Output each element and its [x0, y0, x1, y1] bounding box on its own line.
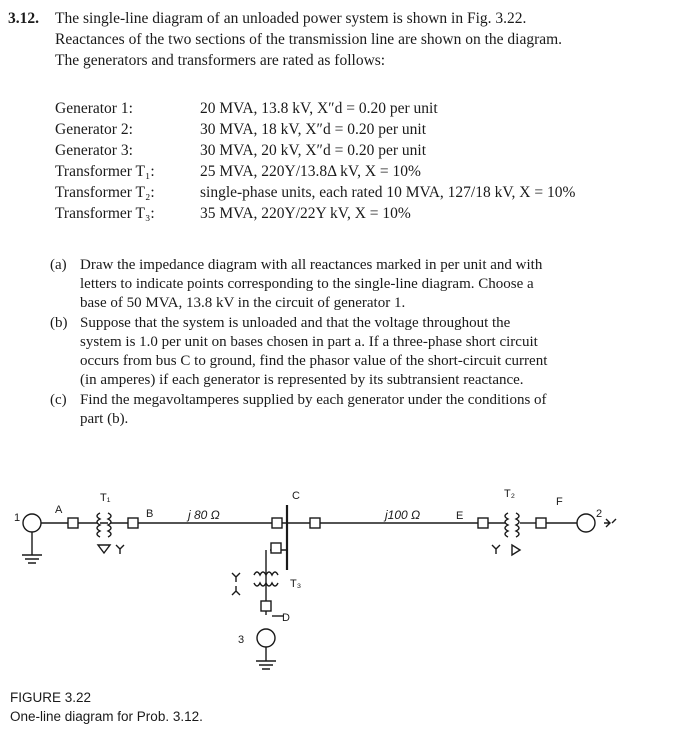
rating-name: Generator 1:: [55, 100, 133, 117]
generator-1: [22, 514, 42, 563]
rating-name: Transformer T₁:: [55, 163, 155, 180]
line2-reactance: j100 Ω: [385, 508, 421, 522]
part-line: system is 1.0 per unit on bases chosen in part a. If a three-phase short circuit: [80, 334, 538, 350]
breaker: [128, 518, 138, 528]
rating-value: 30 MVA, 20 kV, X″d = 0.20 per unit: [200, 142, 427, 159]
t2-label: T₂: [504, 488, 515, 500]
node-e-label: E: [456, 510, 464, 522]
figure-caption: One-line diagram for Prob. 3.12.: [10, 709, 203, 724]
part-label: (a): [50, 257, 67, 273]
intro-line-2: Reactances of the two sections of the transmission line are shown on the diagram.: [55, 31, 563, 48]
part-label: (c): [50, 392, 67, 408]
problem-number: 3.12.: [8, 10, 39, 27]
rating-name: Transformer T₃:: [55, 205, 155, 222]
rating-value: 35 MVA, 220Y/22Y kV, X = 10%: [200, 205, 411, 222]
gen2-label: 2: [596, 508, 603, 520]
rating-name: Transformer T₂:: [55, 184, 155, 201]
part-line: Suppose that the system is unloaded and that the voltage throughout the: [80, 315, 511, 331]
part-line: Draw the impedance diagram with all reactances marked in per unit and with: [80, 257, 543, 273]
breaker: [68, 518, 78, 528]
node-a-label: A: [55, 504, 63, 516]
part-line: base of 50 MVA, 13.8 kV in the circuit of generator 1.: [80, 295, 406, 311]
breaker: [272, 518, 282, 528]
t1-label: T₁: [100, 492, 111, 504]
rating-value: 20 MVA, 13.8 kV, X″d = 0.20 per unit: [200, 100, 438, 117]
breaker: [271, 543, 281, 553]
breaker: [310, 518, 320, 528]
transformer-t2: [492, 513, 520, 555]
node-d-label: D: [282, 612, 290, 624]
part-line: (in amperes) if each generator is represented by its subtransient reactance.: [80, 372, 524, 388]
gen3-label: 3: [238, 634, 245, 646]
rating-name: Generator 3:: [55, 142, 133, 159]
part-line: occurs from bus C to ground, find the phasor value of the short-circuit current: [80, 353, 548, 369]
rating-value: 25 MVA, 220Y/13.8Δ kV, X = 10%: [200, 163, 421, 180]
generator-3: [256, 629, 276, 669]
node-f-label: F: [556, 496, 563, 508]
breaker: [478, 518, 488, 528]
part-line: part (b).: [80, 411, 129, 427]
line1-reactance: j 80 Ω: [188, 508, 220, 522]
single-line-diagram: [0, 475, 692, 690]
part-label: (b): [50, 315, 68, 331]
part-line: letters to indicate points corresponding to the single-line diagram. Choose a: [80, 276, 534, 292]
node-b-label: B: [146, 508, 154, 520]
rating-name: Generator 2:: [55, 121, 133, 138]
intro-line-1: The single-line diagram of an unloaded power system is shown in Fig. 3.22.: [55, 10, 527, 27]
t3-label: T₃: [290, 578, 302, 590]
breaker: [261, 601, 271, 611]
figure-label: FIGURE 3.22: [10, 690, 92, 705]
rating-value: single-phase units, each rated 10 MVA, 127/18 kV, X = 10%: [200, 184, 576, 201]
breaker: [536, 518, 546, 528]
transformer-t3: [232, 572, 278, 595]
transformer-t1: [97, 513, 124, 554]
rating-value: 30 MVA, 18 kV, X″d = 0.20 per unit: [200, 121, 427, 138]
part-line: Find the megavoltamperes supplied by each generator under the conditions of: [80, 392, 547, 408]
node-c-label: C: [292, 490, 300, 502]
gen1-label: 1: [14, 512, 21, 524]
intro-line-3: The generators and transformers are rated as follows:: [55, 52, 386, 69]
